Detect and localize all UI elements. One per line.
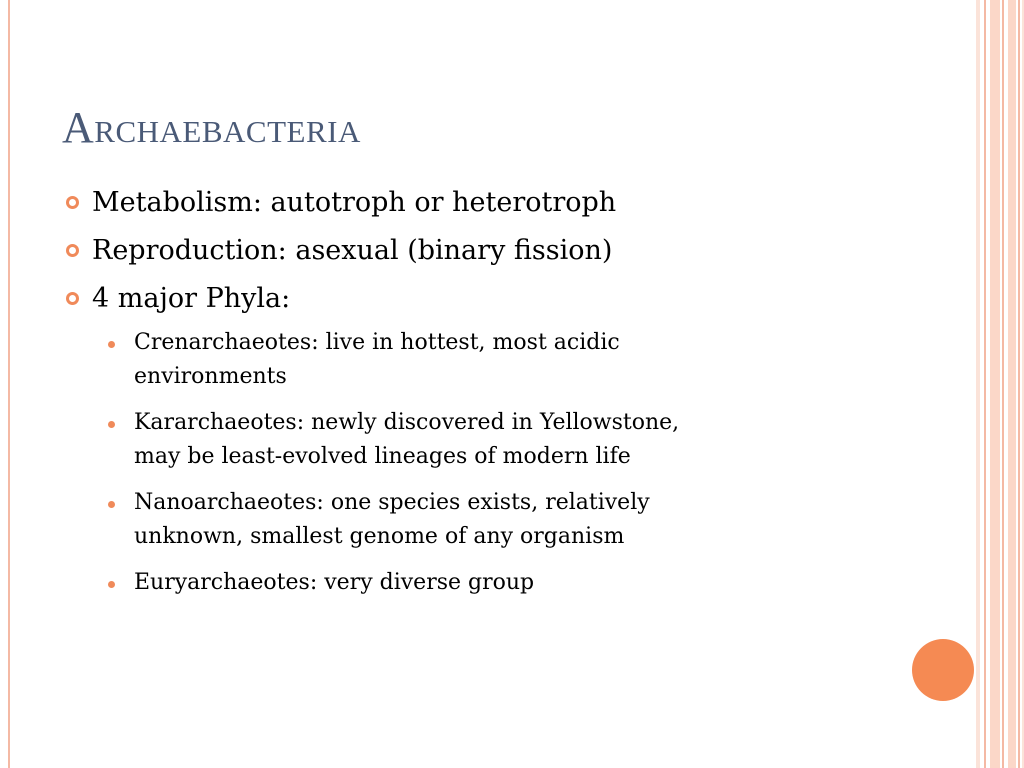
sub-bullet-text: may be least-evolved lineages of modern life xyxy=(134,444,631,469)
stripe xyxy=(976,0,980,768)
sub-bullet-text: Crenarchaeotes: live in hottest, most acidic xyxy=(134,330,620,355)
sub-bullet-item xyxy=(104,326,854,394)
sub-bullet-text: unknown, smallest genome of any organism xyxy=(134,524,625,549)
stripe xyxy=(990,0,1000,768)
bullet-item xyxy=(66,234,866,268)
bullet-item xyxy=(66,282,866,316)
stripe xyxy=(1018,0,1020,768)
bullet-text: Reproduction: asexual (binary fission) xyxy=(92,235,613,266)
sub-bullet-item xyxy=(104,566,854,600)
stripe xyxy=(1008,0,1016,768)
sub-bullet-text: Euryarchaeotes: very diverse group xyxy=(134,570,535,595)
bullet-item xyxy=(66,186,866,220)
bullet-text: 4 major Phyla: xyxy=(92,283,291,314)
dot-bullet-icon xyxy=(108,501,115,508)
slide-content xyxy=(66,186,866,612)
sub-bullet-text: Nanoarchaeotes: one species exists, relatively xyxy=(134,490,650,515)
dot-bullet-icon xyxy=(108,421,115,428)
stripe xyxy=(1002,0,1004,768)
ring-bullet-icon xyxy=(66,292,79,305)
sub-bullet-text: environments xyxy=(134,364,287,389)
slide-title: Archaebacteria xyxy=(62,103,361,152)
sub-bullet-item xyxy=(104,486,854,554)
sub-bullet-text: Kararchaeotes: newly discovered in Yellowstone, xyxy=(134,410,680,435)
left-accent-line xyxy=(8,0,10,768)
sub-bullet-item xyxy=(104,406,854,474)
stripe xyxy=(984,0,986,768)
decorative-circle xyxy=(912,639,974,701)
sub-bullet-list xyxy=(104,326,866,600)
dot-bullet-icon xyxy=(108,341,115,348)
dot-bullet-icon xyxy=(108,581,115,588)
ring-bullet-icon xyxy=(66,196,79,209)
bullet-text: Metabolism: autotroph or heterotroph xyxy=(92,187,617,218)
ring-bullet-icon xyxy=(66,244,79,257)
right-decorative-stripes xyxy=(976,0,1024,768)
